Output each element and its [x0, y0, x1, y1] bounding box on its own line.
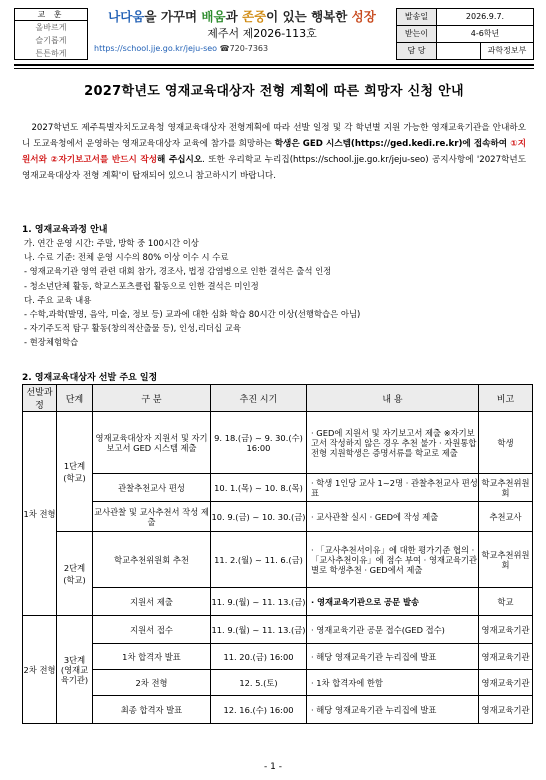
content-cell: · 해당 영재교육기관 누리집에 발표: [307, 696, 479, 724]
table-header-row: [23, 385, 533, 412]
table-row: [23, 412, 533, 474]
school-url-link[interactable]: https://school.jje.go.kr/jeju-seo: [94, 44, 218, 53]
intro-text: . 또한 우리학교 누리집(https://school.jje.go.kr/jeju-seo) 공지사항에 '2027학년도 영재교육대상자 전형 계획'이 탑재되어 있으니 참고하시기 바랍니다.: [22, 155, 526, 181]
document-header: [14, 8, 534, 60]
content-cell: · GED에 지원서 및 자기보고서 제출 ※자기보고서 작성하지 않은 경우 추천 불가 · 자원통합전형 지원학생은 증명서류를 학교로 제출: [307, 412, 479, 474]
period-cell: 11. 2.(월) ~ 11. 6.(금): [211, 532, 307, 588]
table-row: [23, 474, 533, 502]
note-cell: 학생: [479, 412, 533, 474]
motto-line: 슬기롭게: [35, 36, 67, 45]
slogan-text: 과: [225, 9, 242, 24]
motto-line: 튼튼하게: [35, 49, 67, 58]
note-cell: 학교: [479, 588, 533, 616]
header-divider-thin: [14, 68, 534, 69]
period-cell: 10. 1.(목) ~ 10. 8.(목): [211, 474, 307, 502]
round-cell: 2차 전형: [23, 616, 57, 724]
list-item: - 청소년단체 활동, 학교스포츠클럽 활동으로 인한 결석은 미인정: [24, 280, 259, 291]
person-label: 담 당: [397, 43, 437, 59]
content-cell: · 1차 합격자에 한함: [307, 670, 479, 696]
note-cell: 영재교육기관: [479, 616, 533, 644]
list-item: 나. 수료 기준: 전체 운영 시수의 80% 이상 이수 시 수료: [24, 252, 229, 263]
stage-cell: 2단계 (학교): [57, 532, 93, 616]
period-cell: 9. 18.(금) ~ 9. 30.(수) 16:00: [211, 412, 307, 474]
list-item: - 영재교육기관 영역 관련 대회 참가, 경조사, 법정 감염병으로 인한 결석은 출석 인정: [24, 266, 332, 277]
intro-paragraph: [22, 120, 526, 184]
stage-cell: 3단계 (영재교육기관): [57, 616, 93, 724]
column-header: 단계: [57, 385, 93, 412]
school-motto-label: 교 훈: [15, 9, 87, 21]
content-cell: · 교사관찰 실시 · GED에 작성 제출: [307, 502, 479, 532]
category-cell: 지원서 제출: [93, 588, 211, 616]
category-cell: 학교추천위원회 추천: [93, 532, 211, 588]
intro-emphasis: ①지원서와 ②자기보고서를 반드시 작성: [22, 139, 526, 165]
note-cell: 영재교육기관: [479, 644, 533, 670]
slogan-word: 나다움: [108, 9, 145, 24]
category-cell: 1차 합격자 발표: [93, 644, 211, 670]
column-header: 비고: [479, 385, 533, 412]
document-number: 제주서 제2026-113호: [207, 27, 317, 40]
intro-bold-text: 해 주십시오: [157, 155, 203, 165]
content-cell: · 해당 영재교육기관 누리집에 발표: [307, 644, 479, 670]
list-item: 다. 주요 교육 내용: [24, 294, 92, 305]
column-header: 추진 시기: [211, 385, 307, 412]
list-item: - 자기주도적 탐구 활동(창의적산출물 등), 인성,리더십 교육: [24, 323, 241, 334]
stage-cell: 1단계 (학교): [57, 412, 93, 532]
list-item: 가. 연간 운영 시간: 주말, 방학 중 100시간 이상: [24, 238, 199, 248]
category-cell: 지원서 접수: [93, 616, 211, 644]
section1-heading: 1. 영재교육과정 안내: [22, 225, 108, 235]
note-cell: 영재교육기관: [479, 696, 533, 724]
intro-text: 2027학년도 제주특별자치도교육청 영재교육대상자 전형계획에 따라 선발 일정 및 각 학년별 지원 가능한 영재교육기관을 안내하오니 도교육청에서 운영하는 영재교육대상자 교육에 참가를 희망하는: [22, 123, 526, 149]
column-header: 내 용: [307, 385, 479, 412]
content-cell: · 학생 1인당 교사 1~2명 · 관찰추천교사 편성표: [307, 474, 479, 502]
page-number: - 1 -: [264, 762, 282, 772]
table-row: [23, 616, 533, 644]
slogan-word: 성장: [351, 9, 376, 24]
slogan-text: 을 가꾸며: [144, 9, 202, 24]
slogan-word: 존중: [242, 9, 267, 24]
round-cell: 1차 전형: [23, 412, 57, 616]
note-cell: 추천교사: [479, 502, 533, 532]
column-header: 구 분: [93, 385, 211, 412]
category-cell: 교사관찰 및 교사추천서 작성 제출: [93, 502, 211, 532]
period-cell: 12. 5.(토): [211, 670, 307, 696]
recipient-value: 4-6학년: [470, 29, 500, 38]
content-cell: · 「교사추천서이유」에 대한 평가기준 협의 · 「교사추천이유」에 점수 부여 · 영재교육기관별로 학생추천 · GED에서 제출: [307, 532, 479, 588]
category-cell: 2차 전형: [93, 670, 211, 696]
list-item: - 현장체험학습: [24, 337, 79, 348]
table-row: [23, 588, 533, 616]
content-cell: · 영재교육기관으로 공문 발송: [307, 588, 479, 616]
content-cell: · 영재교육기관 공문 접수(GED 접수): [307, 616, 479, 644]
document-meta-table: [396, 8, 534, 60]
table-row: [23, 532, 533, 588]
period-cell: 11. 9.(월) ~ 11. 13.(금): [211, 616, 307, 644]
intro-bold-text: 학생은 GED 시스템(https://ged.kedi.re.kr)에 접속하여: [274, 139, 511, 149]
table-row: [23, 644, 533, 670]
period-cell: 10. 9.(금) ~ 10. 30.(금): [211, 502, 307, 532]
section1-list: [24, 236, 360, 350]
period-cell: 12. 16.(수) 16:00: [211, 696, 307, 724]
period-cell: 11. 9.(월) ~ 11. 13.(금): [211, 588, 307, 616]
school-motto-box: [14, 8, 88, 60]
note-cell: 영재교육기관: [479, 670, 533, 696]
phone-number: ☎720-7363: [219, 44, 269, 53]
column-header: 선발과정: [23, 385, 57, 412]
motto-line: 올바르게: [35, 23, 67, 32]
department-value: 과학정보부: [487, 46, 527, 55]
person-value: [437, 43, 481, 59]
send-date-label: 발송일: [397, 9, 437, 25]
document-title: 2027학년도 영재교육대상자 전형 계획에 따른 희망자 신청 안내: [84, 84, 464, 99]
header-contact: [94, 44, 268, 53]
table-row: [23, 696, 533, 724]
list-item: - 수학,과학(발명, 음악, 미술, 정보 등) 교과에 대한 심화 학습 80시간 이상(선행학습은 아님): [24, 309, 361, 320]
category-cell: 영재교육대상자 지원서 및 자기보고서 GED 시스템 제출: [93, 412, 211, 474]
table-row: [23, 670, 533, 696]
category-cell: 최종 합격자 발표: [93, 696, 211, 724]
slogan-text: 이 있는 행복한: [266, 9, 352, 24]
note-cell: 학교추천위원회: [479, 532, 533, 588]
slogan-word: 배움: [201, 9, 226, 24]
section2-heading: 2. 영재교육대상자 선발 주요 일정: [22, 373, 158, 383]
school-slogan: [92, 8, 392, 26]
recipient-label: 받는이: [397, 26, 437, 42]
period-cell: 11. 20.(금) 16:00: [211, 644, 307, 670]
send-date-value: 2026.9.7.: [465, 12, 505, 21]
category-cell: 관찰추천교사 편성: [93, 474, 211, 502]
table-row: [23, 502, 533, 532]
note-cell: 학교추천위원회: [479, 474, 533, 502]
header-divider: [14, 64, 534, 66]
schedule-table: [22, 384, 533, 724]
